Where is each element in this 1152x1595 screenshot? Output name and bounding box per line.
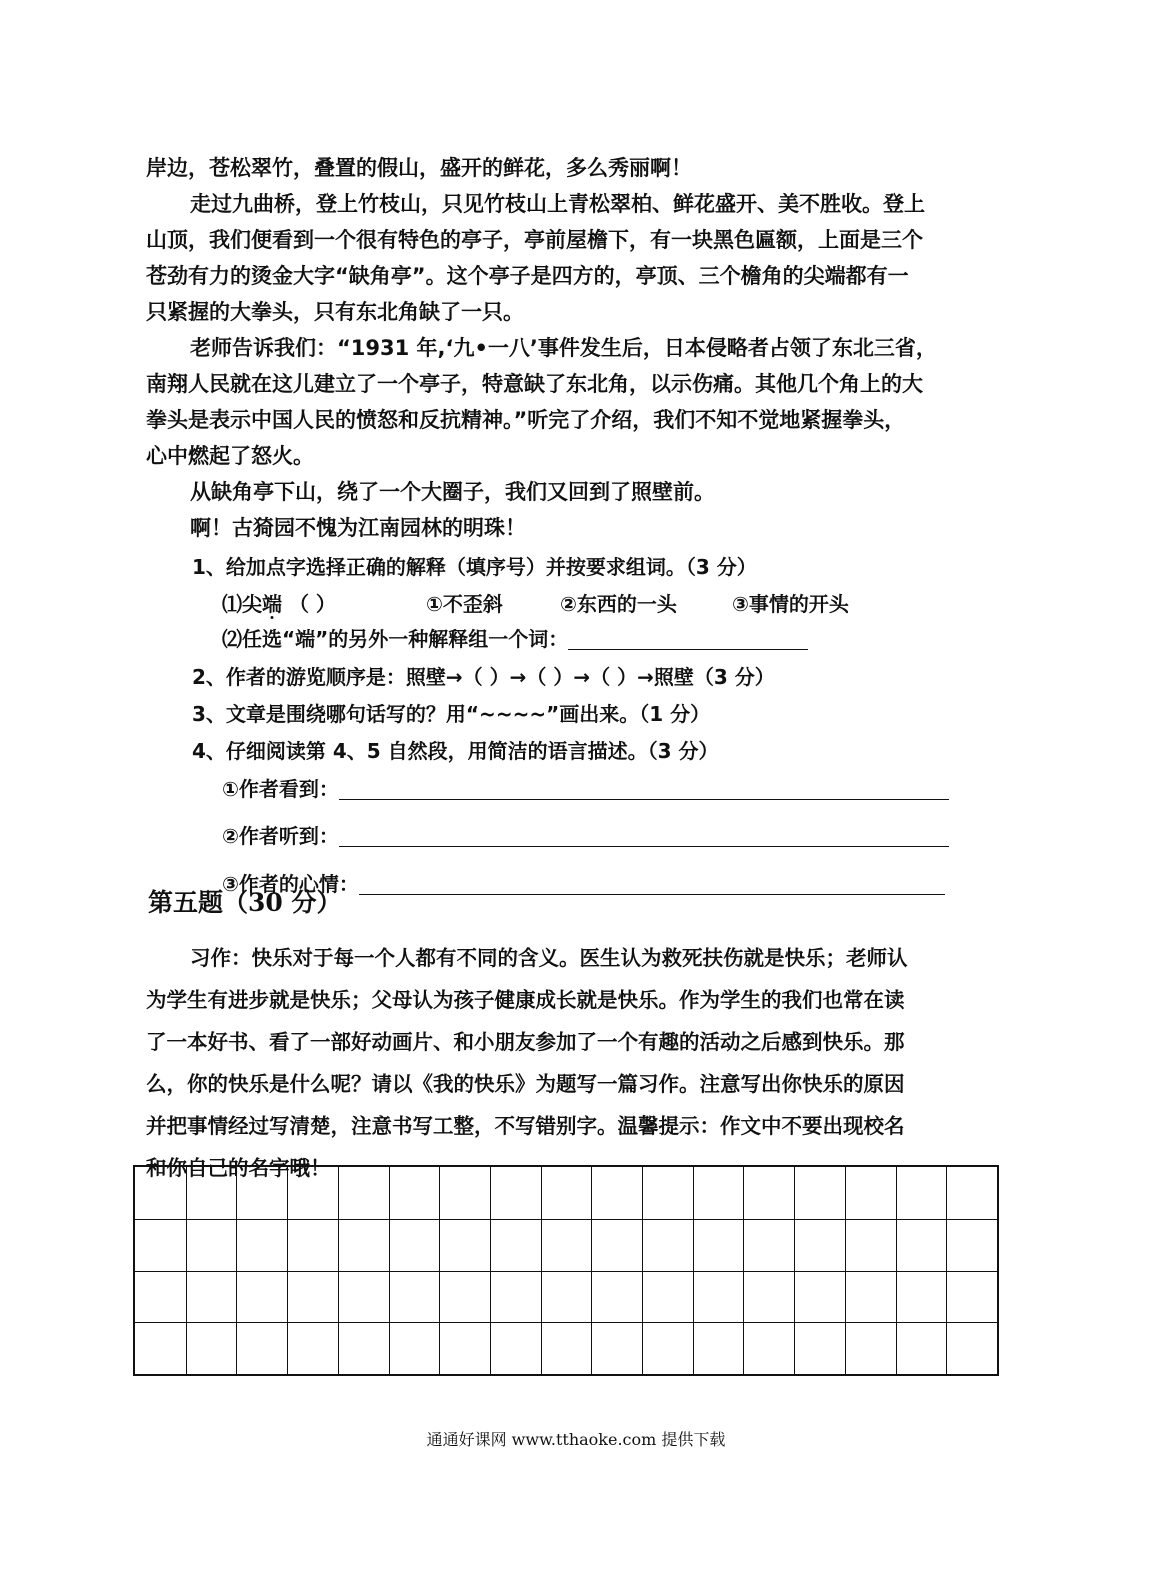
option-2: ②东西的一头 bbox=[560, 592, 677, 616]
essay-prompt-line-3: 了一本好书、看了一部好动画片、和小朋友参加了一个有趣的活动之后感到快乐。那 bbox=[146, 1030, 905, 1054]
essay-prompt-line-1: 习作：快乐对于每一个人都有不同的含义。医生认为救死扶伤就是快乐；老师认 bbox=[190, 946, 908, 970]
passage-line-10: 从缺角亭下山，绕了一个大圈子，我们又回到了照壁前。 bbox=[190, 480, 715, 504]
passage-line-11: 啊！古猗园不愧为江南园林的明珠！ bbox=[190, 516, 526, 540]
question-4-1-label: ①作者看到： bbox=[222, 777, 339, 801]
question-4-1 bbox=[222, 772, 949, 806]
section-5-title: 第五题（30 分） bbox=[148, 888, 342, 917]
passage-line-9: 心中燃起了怒火。 bbox=[146, 444, 314, 468]
answer-paren-1a[interactable]: （ ） bbox=[288, 592, 336, 616]
writing-grid[interactable] bbox=[133, 1165, 999, 1376]
question-1a bbox=[222, 587, 336, 621]
answer-line-1b[interactable] bbox=[568, 627, 808, 650]
passage-line-2: 走过九曲桥，登上竹枝山，只见竹枝山上青松翠柏、鲜花盛开、美不胜收。登上 bbox=[190, 192, 925, 216]
question-1b-label: ⑵任选“端”的另外一种解释组一个词： bbox=[222, 627, 569, 651]
question-1: 1、给加点字选择正确的解释（填序号）并按要求组词。（3 分） bbox=[192, 555, 757, 579]
grid-row-line bbox=[135, 1271, 997, 1272]
answer-line-4-3[interactable] bbox=[359, 872, 945, 895]
essay-prompt-line-2: 为学生有进步就是快乐；父母认为孩子健康成长就是快乐。作为学生的我们也常在读 bbox=[146, 988, 905, 1012]
question-1b bbox=[222, 622, 808, 656]
grid-row-line bbox=[135, 1219, 997, 1220]
option-3: ③事情的开头 bbox=[732, 592, 849, 616]
passage-line-5: 只紧握的大拳头，只有东北角缺了一只。 bbox=[146, 300, 524, 324]
passage-line-3: 山顶，我们便看到一个很有特色的亭子，亭前屋檐下，有一块黑色匾额，上面是三个 bbox=[146, 228, 923, 252]
answer-line-4-2[interactable] bbox=[339, 824, 949, 847]
option-1: ①不歪斜 bbox=[426, 592, 503, 616]
answer-line-4-1[interactable] bbox=[339, 777, 949, 800]
essay-prompt-line-5: 并把事情经过写清楚，注意书写工整，不写错别字。温馨提示：作文中不要出现校名 bbox=[146, 1114, 905, 1138]
grid-row-line bbox=[135, 1322, 997, 1323]
emphasis-dot-char: 端 bbox=[262, 592, 282, 616]
essay-prompt-line-6: 和你自己的名字哦！ bbox=[146, 1156, 331, 1180]
passage-line-4: 苍劲有力的烫金大字“缺角亭”。这个亭子是四方的，亭顶、三个檐角的尖端都有一 bbox=[146, 264, 909, 288]
question-4-3-label: ③作者的心情： bbox=[222, 872, 359, 896]
question-4-2 bbox=[222, 819, 949, 853]
question-1a-word: ⑴尖端 bbox=[222, 592, 282, 616]
question-3: 3、文章是围绕哪句话写的？用“~~~~”画出来。（1 分） bbox=[192, 702, 711, 726]
passage-line-6: 老师告诉我们：“1931 年,‘九•一八’事件发生后，日本侵略者占领了东北三省， bbox=[190, 336, 937, 360]
passage-line-1: 岸边，苍松翠竹，叠置的假山，盛开的鲜花，多么秀丽啊！ bbox=[146, 156, 692, 180]
footer-source: 通通好课网 www.tthaoke.com 提供下载 bbox=[426, 1430, 726, 1449]
essay-prompt-line-4: 么，你的快乐是什么呢？请以《我的快乐》为题写一篇习作。注意写出你快乐的原因 bbox=[146, 1072, 905, 1096]
question-4: 4、仔细阅读第 4、5 自然段，用简洁的语言描述。（3 分） bbox=[192, 739, 719, 763]
question-2: 2、作者的游览顺序是：照壁→（ ）→（ ）→（ ）→照壁（3 分） bbox=[192, 665, 775, 689]
passage-line-7: 南翔人民就在这儿建立了一个亭子，特意缺了东北角，以示伤痛。其他几个角上的大 bbox=[146, 372, 923, 396]
passage-line-8: 拳头是表示中国人民的愤怒和反抗精神。”听完了介绍，我们不知不觉地紧握拳头， bbox=[146, 408, 906, 432]
question-4-2-label: ②作者听到： bbox=[222, 824, 339, 848]
